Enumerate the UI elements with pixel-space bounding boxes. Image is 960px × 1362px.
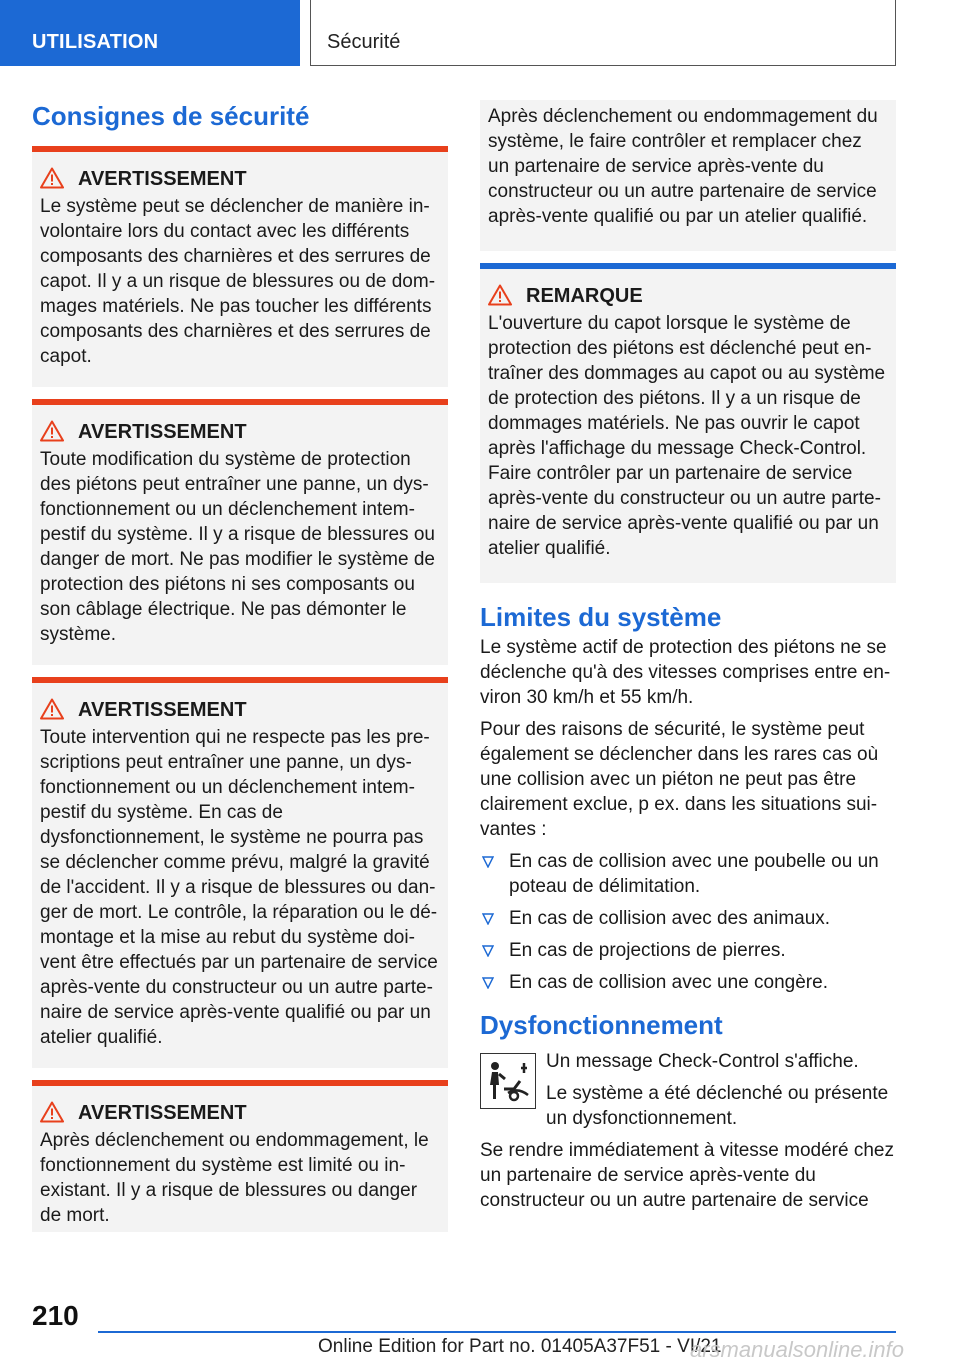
warning-text: Le système peut se déclencher de manière involontaire lors du contact avec les différents composants des charnières et des serrures de capot. Il y a un risque de blessures ou de dommages matériels. Ne pas toucher les différents composants des charnières et des serrures de capot. bbox=[40, 196, 436, 367]
limits-heading: Limites du système bbox=[480, 602, 722, 632]
triangle-bullet-icon bbox=[482, 913, 494, 925]
triangle-bullet-icon bbox=[482, 977, 494, 989]
list-item: En cas de projections de pierres. bbox=[480, 938, 896, 963]
note-triangle-icon bbox=[488, 284, 518, 308]
list-item: En cas de collision avec une congère. bbox=[480, 970, 896, 995]
warning-triangle-icon bbox=[40, 1101, 70, 1125]
warning-box bbox=[32, 146, 448, 387]
malfunction-row bbox=[480, 1049, 896, 1138]
pedestrian-protection-icon bbox=[480, 1053, 536, 1109]
footer-rule bbox=[98, 1331, 896, 1333]
limits-paragraph: Le système actif de protection des piétons ne se déclenche qu'à des vitesses comprises entre environ 30 km/h et 55 km/h. bbox=[480, 637, 891, 708]
note-text: L'ouverture du capot lorsque le système de protection des piétons est déclenché peut entraîner des dommages au capot ou au système de protection des piétons. Il y a un risque de dommages matériels. Ne pas ouvrir le capot après l'affichage du message Check-Control. Faire contrôler par un partenaire de service après-vente du constructeur ou un autre partenaire de service après-vente qualifié ou par un atelier qualifié. bbox=[488, 313, 886, 559]
continuation-text: Après déclenchement ou endommagement du système, le faire contrôler et remplacer chez un partenaire de service après-vente du constructeur ou un autre partenaire de service après-vente qualifié ou par un atelier qualifié. bbox=[488, 106, 878, 227]
triangle-bullet-icon bbox=[482, 945, 494, 957]
note-box bbox=[480, 263, 896, 583]
list-item: En cas de collision avec des animaux. bbox=[480, 906, 896, 931]
warning-text: Après déclenchement ou endommagement, le fonctionnement du système est limité ou inexistant. Il y a risque de blessures ou danger de mort. bbox=[40, 1130, 429, 1226]
section-tab: UTILISATION bbox=[0, 0, 300, 66]
warning-continuation-box bbox=[480, 100, 896, 251]
warning-triangle-icon bbox=[40, 167, 70, 191]
malfunction-heading: Dysfonctionnement bbox=[480, 1010, 723, 1040]
malfunction-message: Un message Check-Control s'affiche. bbox=[546, 1051, 859, 1072]
warning-box bbox=[32, 677, 448, 1068]
edition-text: Online Edition for Part no. 01405A37F51 - VI/21 bbox=[318, 1336, 722, 1357]
page-number: 210 bbox=[32, 1300, 79, 1331]
topic-title: Sécurité bbox=[310, 0, 896, 66]
triangle-bullet-icon bbox=[482, 856, 494, 868]
warning-text: Toute intervention qui ne respecte pas les prescriptions peut entraîner une panne, un dysfonctionnement ou un déclenchement intempestif du système. En cas de dysfonctionnement, le système ne pourra pas se déclencher comme prévu, malgré la gravité de l'accident. Il y a risque de blessures ou danger de mort. Le contrôle, la réparation ou le démontage et la mise au rebut du système doivent être effectués par un partenaire de service après-vente du constructeur ou un autre partenaire de service après-vente qualifié ou par un atelier qualifié. bbox=[40, 727, 438, 1048]
malfunction-paragraph: Se rendre immédiatement à vitesse modéré chez un partenaire de service après-vente du constructeur ou un autre partenaire de service bbox=[480, 1140, 894, 1211]
left-column bbox=[32, 100, 448, 1232]
warning-title: AVERTISSEMENT bbox=[78, 1102, 247, 1124]
warning-box bbox=[32, 399, 448, 665]
warning-title: AVERTISSEMENT bbox=[78, 168, 247, 190]
malfunction-description: Le système a été déclenché ou présente un dysfonctionnement. bbox=[546, 1083, 889, 1129]
right-column bbox=[480, 100, 896, 1220]
warning-box bbox=[32, 1080, 448, 1232]
warning-triangle-icon bbox=[40, 698, 70, 722]
warning-triangle-icon bbox=[40, 420, 70, 444]
situations-list bbox=[480, 849, 896, 995]
safety-heading: Consignes de sécurité bbox=[32, 101, 310, 131]
warning-title: AVERTISSEMENT bbox=[78, 699, 247, 721]
page-header bbox=[0, 0, 960, 66]
watermark: arsmanualsonline.info bbox=[690, 1337, 905, 1362]
warning-text: Toute modification du système de protection des piétons peut entraîner une panne, un dysfonctionnement ou un déclenchement intempestif du système. Il y a risque de blessures ou danger de mort. Ne pas modifier le système de protection des piétons ni ses composants ou son câblage électrique. Ne pas démonter le système. bbox=[40, 449, 435, 645]
note-title: REMARQUE bbox=[526, 285, 643, 307]
warning-title: AVERTISSEMENT bbox=[78, 421, 247, 443]
list-item: En cas de collision avec une poubelle ou un poteau de délimitation. bbox=[480, 849, 896, 899]
limits-paragraph: Pour des raisons de sécurité, le système peut également se déclencher dans les rares cas où une collision avec un piéton ne peut pas être clairement exclue, p ex. dans les situations suivantes : bbox=[480, 719, 879, 840]
